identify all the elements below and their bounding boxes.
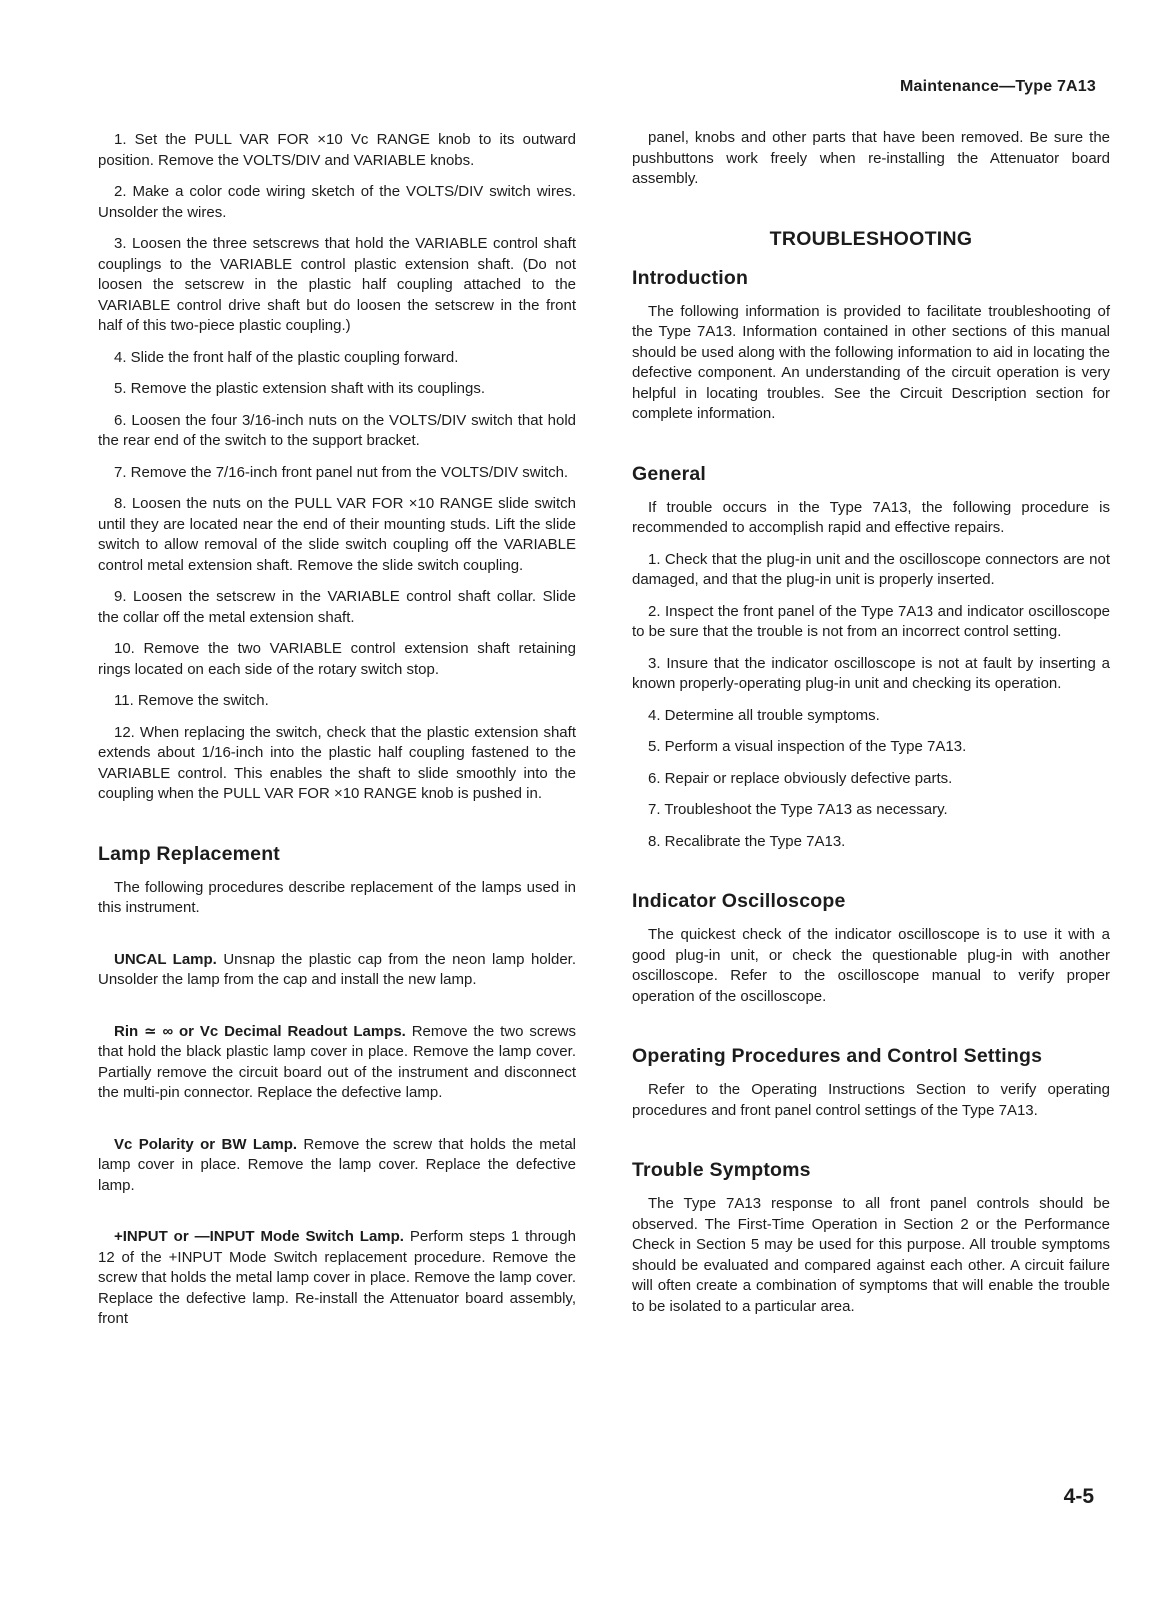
uncal-lamp-text: Unsnap the plastic cap from the neon lamp holder. Unsolder the lamp from the cap and install the new lamp. xyxy=(98,950,576,988)
uncal-lamp-paragraph xyxy=(98,950,576,991)
step-8: 8. Loosen the nuts on the PULL VAR FOR ×10 RANGE slide switch until they are located near the end of their mounting studs. Lift the slide switch to allow removal of the slide switch coupling off the VARIABLE control metal extension shaft. Remove the slide switch coupling. xyxy=(98,495,576,574)
lamp-replacement-heading: Lamp Replacement xyxy=(98,842,281,865)
general-text: If trouble occurs in the Type 7A13, the following procedure is recommended to accomplish rapid and effective repairs. xyxy=(632,498,1110,536)
operating-procedures-heading: Operating Procedures and Control Settings xyxy=(632,1045,1043,1067)
general-step-8: 8. Recalibrate the Type 7A13. xyxy=(648,832,846,850)
step-5: 5. Remove the plastic extension shaft with its couplings. xyxy=(114,380,486,397)
general-step-3: 3. Insure that the indicator oscilloscope is not at fault by inserting a known properly-operating plug-in unit and checking its operation. xyxy=(632,654,1110,692)
trouble-symptoms-text: The Type 7A13 response to all front panel controls should be observed. The First-Time Operation in Section 2 or the Performance Check in Section 5 may be used for this purpose. All trouble symptoms should be evaluated and compared against each other. A circuit failure will often create a combination of symptoms that will enable the trouble to be isolated to a particular area. xyxy=(632,1195,1110,1315)
lamp-intro: The following procedures describe replacement of the lamps used in this instrument. xyxy=(98,878,576,916)
troubleshooting-heading: TROUBLESHOOTING xyxy=(769,227,973,250)
vc-lamp-paragraph xyxy=(98,1135,576,1197)
continued-paragraph: panel, knobs and other parts that have been removed. Be sure the pushbuttons work freely when re-installing the Attenuator board assembly. xyxy=(632,129,1110,187)
step-6: 6. Loosen the four 3/16-inch nuts on the VOLTS/DIV switch that hold the rear end of the switch to the support bracket. xyxy=(98,411,576,449)
uncal-lamp-title: UNCAL Lamp. xyxy=(114,950,217,968)
operating-procedures-text: Refer to the Operating Instructions Section to verify operating procedures and front panel control settings of the Type 7A13. xyxy=(632,1081,1110,1119)
general-step-2: 2. Inspect the front panel of the Type 7A13 and indicator oscilloscope to be sure that the trouble is not from an incorrect control setting. xyxy=(632,602,1110,640)
trouble-symptoms-heading: Trouble Symptoms xyxy=(632,1159,811,1181)
right-column xyxy=(632,128,1110,1328)
general-step-1: 1. Check that the plug-in unit and the oscilloscope connectors are not damaged, and that the plug-in unit is properly inserted. xyxy=(632,550,1110,588)
general-step-5: 5. Perform a visual inspection of the Type 7A13. xyxy=(648,738,967,755)
introduction-heading: Introduction xyxy=(632,266,749,289)
rin-lamp-title: Rin ≃ ∞ or Vc Decimal Readout Lamps. xyxy=(114,1022,406,1040)
vc-lamp-text: Remove the screw that holds the metal lamp cover in place. Remove the lamp cover. Replace the defective lamp. xyxy=(98,1135,576,1194)
indicator-oscilloscope-heading: Indicator Oscilloscope xyxy=(632,890,846,912)
left-column xyxy=(98,130,576,1341)
general-heading: General xyxy=(632,462,707,485)
step-10: 10. Remove the two VARIABLE control extension shaft retaining rings located on each side of the rotary switch stop. xyxy=(98,640,576,678)
introduction-text: The following information is provided to facilitate troubleshooting of the Type 7A13. Information contained in other sections of this manual should be used along with the following information to aid in locating the defective component. An understanding of the circuit operation is very helpful in locating troubles. See the Circuit Description section for complete information. xyxy=(632,302,1110,422)
vc-lamp-title: Vc Polarity or BW Lamp. xyxy=(114,1135,298,1153)
step-1: 1. Set the PULL VAR FOR ×10 Vc RANGE knob to its outward position. Remove the VOLTS/DIV and VARIABLE knobs. xyxy=(98,131,576,169)
indicator-oscilloscope-text: The quickest check of the indicator oscilloscope is to use it with a good plug-in unit, or check the questionable plug-in with another oscilloscope. Refer to the oscilloscope manual to verify proper operation of the oscilloscope. xyxy=(632,926,1110,1005)
rin-lamp-paragraph xyxy=(98,1022,576,1104)
input-lamp-paragraph xyxy=(98,1227,576,1330)
step-7: 7. Remove the 7/16-inch front panel nut from the VOLTS/DIV switch. xyxy=(114,463,569,481)
general-step-4: 4. Determine all trouble symptoms. xyxy=(648,706,880,724)
general-step-7: 7. Troubleshoot the Type 7A13 as necessary. xyxy=(648,801,948,818)
page-number: 4-5 xyxy=(1063,1485,1094,1508)
step-11: 11. Remove the switch. xyxy=(114,692,269,709)
general-step-6: 6. Repair or replace obviously defective parts. xyxy=(648,769,953,787)
running-header: Maintenance—Type 7A13 xyxy=(900,78,1096,95)
rin-lamp-text: Remove the two screws that hold the black plastic lamp cover in place. Remove the lamp cover. Partially remove the circuit board out of the instrument and disconnect the multi-pin connector. Replace the defective lamp. xyxy=(98,1022,576,1101)
step-12: 12. When replacing the switch, check that the plastic extension shaft extends about 1/16-inch into the plastic half coupling fastened to the VARIABLE control. This enables the shaft to slide smoothly into the coupling when the PULL VAR FOR ×10 RANGE knob is pushed in. xyxy=(98,723,576,802)
step-9: 9. Loosen the setscrew in the VARIABLE control shaft collar. Slide the collar off the metal extension shaft. xyxy=(98,588,576,626)
input-lamp-title: +INPUT or —INPUT Mode Switch Lamp. xyxy=(114,1228,404,1245)
step-3: 3. Loosen the three setscrews that hold the VARIABLE control shaft couplings to the VARIABLE control plastic extension shaft. (Do not loosen the setscrew in the plastic half coupling attached to the VARIABLE control drive shaft but do loosen the setscrew in the front half of this two-piece plastic coupling.) xyxy=(98,235,576,334)
step-2: 2. Make a color code wiring sketch of the VOLTS/DIV switch wires. Unsolder the wires. xyxy=(98,183,576,221)
input-lamp-text: Perform steps 1 through 12 of the +INPUT Mode Switch replacement procedure. Remove the screw that holds the metal lamp cover in place. Remove the lamp cover. Replace the defective lamp. Re-install the Attenuator board assembly, front xyxy=(98,1228,576,1327)
step-4: 4. Slide the front half of the plastic coupling forward. xyxy=(114,348,459,366)
